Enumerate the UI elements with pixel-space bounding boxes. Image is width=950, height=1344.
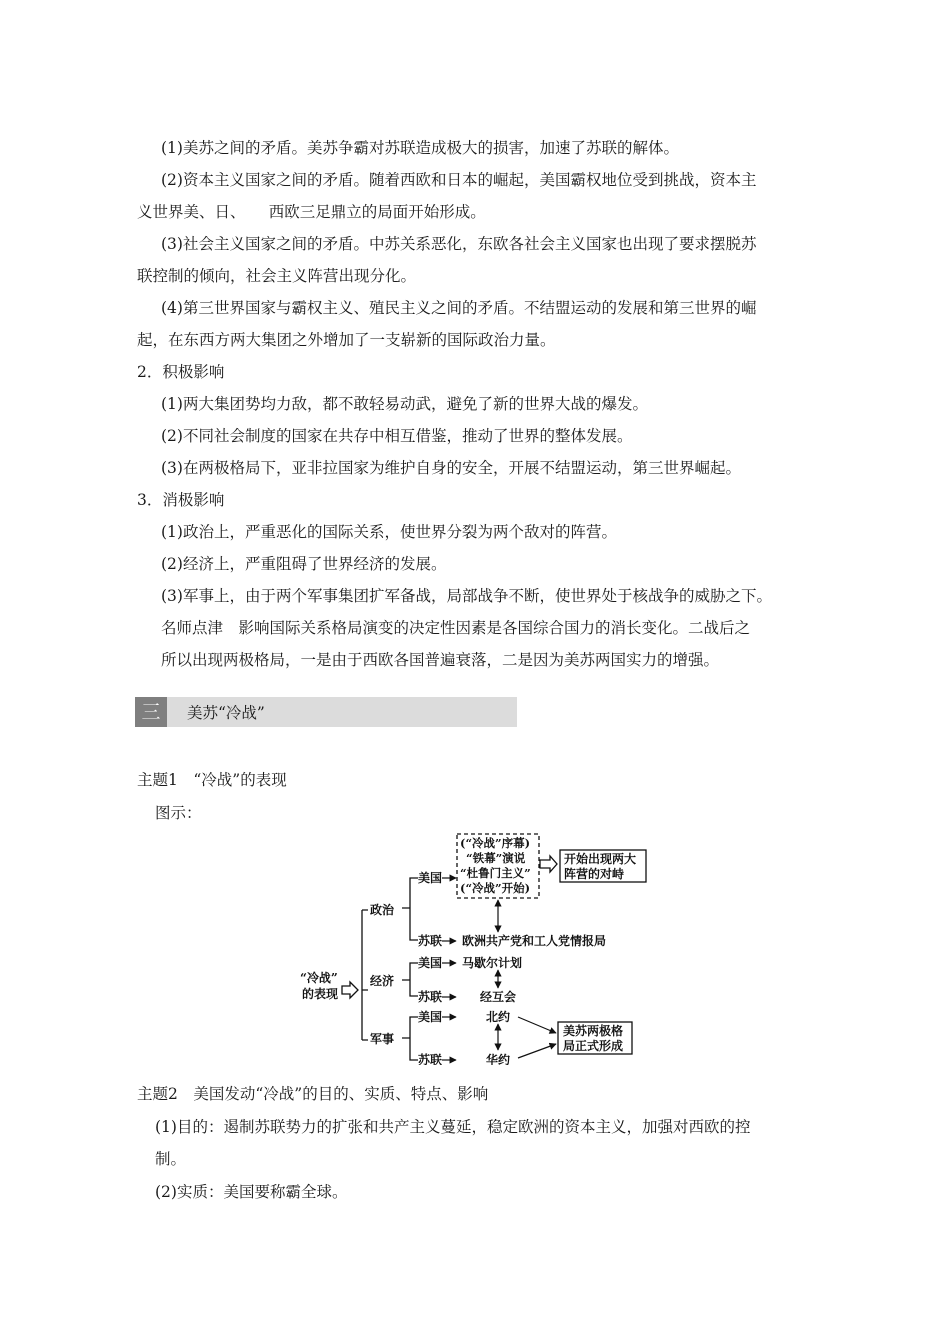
bipolar-box-line-2: 局正式形成 <box>563 1039 624 1053</box>
economy-ussr: 苏联 <box>418 990 443 1004</box>
military-label: 军事 <box>370 1032 395 1046</box>
positive-item-1: (1)两大集团势均力敌，都不敢轻易动武，避免了新的世界大战的爆发。 <box>161 395 648 413</box>
cold-war-diagram <box>290 820 660 1065</box>
purpose-line-1: (1)目的：遏制苏联势力的扩张和共产主义蔓延，稳定欧洲的资本主义，加强对西欧的控 <box>155 1118 751 1136</box>
politics-bracket <box>402 878 418 940</box>
negative-item-3: (3)军事上，由于两个军事集团扩军备战，局部战争不断，使世界处于核战争的威胁之下。 <box>161 587 772 605</box>
influence-item-4: (4)第三世界国家与霸权主义、殖民主义之间的矛盾。不结盟运动的发展和第三世界的崛 <box>161 299 757 317</box>
start-box-line-2: 阵营的对峙 <box>564 867 625 881</box>
cold-war-line-2: “铁幕”演说 <box>466 851 526 865</box>
negative-item-1: (1)政治上，严重恶化的国际关系，使世界分裂为两个敌对的阵营。 <box>161 523 617 541</box>
military-ussr: 苏联 <box>418 1053 443 1065</box>
cold-war-line-1: (“冷战”序幕) <box>460 836 531 850</box>
influence-item-1: (1)美苏之间的矛盾。美苏争霸对苏联造成极大的损害，加速了苏联的解体。 <box>161 139 679 157</box>
politics-usa: 美国 <box>418 871 443 885</box>
root-label-1: “冷战” <box>300 971 338 985</box>
economy-usa: 美国 <box>418 956 443 970</box>
influence-item-3-cont: 联控制的倾向，社会主义阵营出现分化。 <box>137 267 417 285</box>
figure-label: 图示： <box>155 804 202 822</box>
cold-war-line-4: (“冷战”开始) <box>460 881 531 895</box>
marshall-label: 马歇尔计划 <box>462 956 523 970</box>
nato-label: 北约 <box>486 1010 511 1024</box>
warsaw-to-bipolar-arrow <box>518 1044 556 1058</box>
cominform-label: 欧洲共产党和工人党情报局 <box>462 934 607 948</box>
economy-label: 经济 <box>370 974 395 988</box>
politics-label: 政治 <box>370 903 395 917</box>
root-label-2: 的表现 <box>302 987 339 1001</box>
start-box-line-1: 开始出现两大 <box>564 852 637 866</box>
military-usa: 美国 <box>418 1010 443 1024</box>
warsaw-label: 华约 <box>486 1053 511 1065</box>
economy-bracket <box>402 963 418 996</box>
positive-heading: 2．积极影响 <box>137 363 225 381</box>
tip-line-2: 所以出现两极格局，一是由于西欧各国普遍衰落，二是因为美苏两国实力的增强。 <box>161 651 720 669</box>
negative-item-2: (2)经济上，严重阻碍了世界经济的发展。 <box>161 555 447 573</box>
influence-item-4-cont: 起，在东西方两大集团之外增加了一支崭新的国际政治力量。 <box>137 331 556 349</box>
cold-war-line-3: “杜鲁门主义” <box>460 866 531 880</box>
section-title: 美苏“冷战” <box>187 704 265 722</box>
nato-to-bipolar-arrow <box>518 1017 556 1033</box>
topic2-title: 主题2 美国发动“冷战”的目的、实质、特点、影响 <box>137 1085 489 1103</box>
purpose-line-2: 制。 <box>155 1150 187 1168</box>
start-arrow <box>540 856 557 872</box>
root-arrow <box>342 982 358 998</box>
positive-item-2: (2)不同社会制度的国家在共存中相互借鉴，推动了世界的整体发展。 <box>161 427 633 445</box>
influence-item-2-cont: 义世界美、日、 西欧三足鼎立的局面开始形成。 <box>137 203 486 221</box>
positive-item-3: (3)在两极格局下，亚非拉国家为维护自身的安全，开展不结盟运动，第三世界崛起。 <box>161 459 741 477</box>
main-bracket <box>362 910 368 1040</box>
bipolar-box-line-1: 美苏两极格 <box>563 1024 624 1038</box>
tip-line-1: 名师点津 影响国际关系格局演变的决定性因素是各国综合国力的消长变化。二战后之 <box>161 619 751 637</box>
influence-item-2: (2)资本主义国家之间的矛盾。随着西欧和日本的崛起，美国霸权地位受到挑战，资本主 <box>161 171 757 189</box>
influence-item-3: (3)社会主义国家之间的矛盾。中苏关系恶化，东欧各社会主义国家也出现了要求摆脱苏 <box>161 235 757 253</box>
topic1-title: 主题1 “冷战”的表现 <box>137 771 287 789</box>
military-bracket <box>402 1017 418 1060</box>
section-header <box>135 697 517 727</box>
comecon-label: 经互会 <box>480 990 517 1004</box>
essence-line: (2)实质：美国要称霸全球。 <box>155 1183 348 1201</box>
negative-heading: 3．消极影响 <box>137 491 225 509</box>
section-number: 三 <box>135 697 167 727</box>
politics-ussr: 苏联 <box>418 934 443 948</box>
